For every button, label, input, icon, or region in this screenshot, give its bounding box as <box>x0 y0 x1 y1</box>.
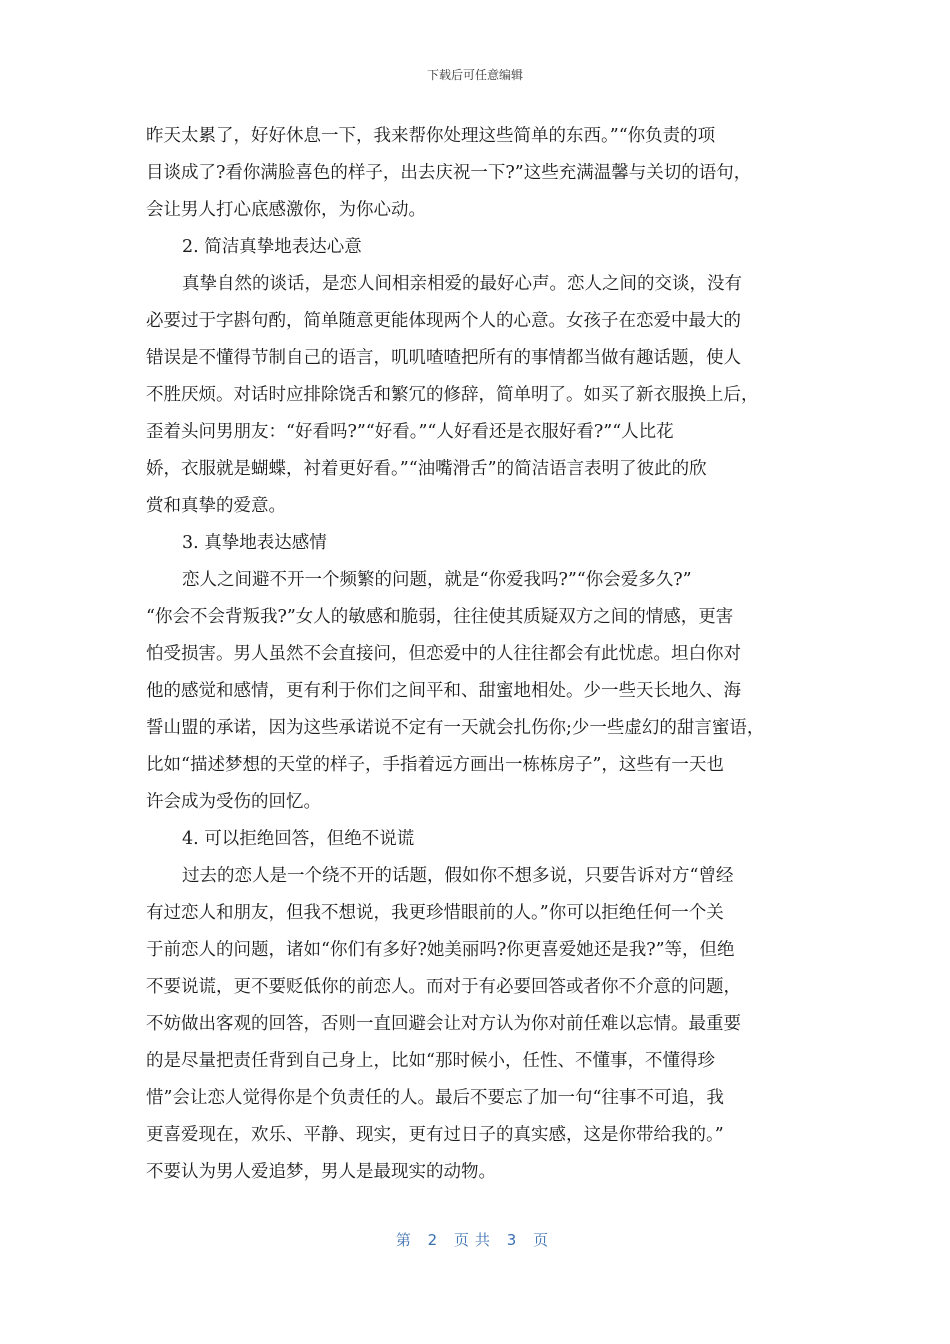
text-line: “你会不会背叛我?”女人的敏感和脆弱，往往使其质疑双方之间的情感，更害 <box>146 607 734 627</box>
text-line: 昨天太累了，好好休息一下，我来帮你处理这些简单的东西。”“你负责的项 <box>146 126 716 146</box>
text-line: 比如“描述梦想的天堂的样子，手指着远方画出一栋栋房子”，这些有一天也 <box>146 755 724 775</box>
text-line: 誓山盟的承诺，因为这些承诺说不定有一天就会扎伤你;少一些虚幻的甜言蜜语， <box>146 718 765 738</box>
text-line: 3. 真挚地表达感情 <box>182 533 327 553</box>
text-line: 赏和真挚的爱意。 <box>146 496 286 516</box>
text-line: 许会成为受伤的回忆。 <box>146 792 321 812</box>
text-line: 歪着头问男朋友：“好看吗?”“好看。”“人好看还是衣服好看?”“人比花 <box>146 422 674 442</box>
text-line: 不胜厌烦。对话时应排除饶舌和繁冗的修辞，简单明了。如买了新衣服换上后， <box>146 385 759 405</box>
text-line: 不妨做出客观的回答，否则一直回避会让对方认为你对前任难以忘情。最重要 <box>146 1014 741 1034</box>
text-line: 他的感觉和感情，更有利于你们之间平和、甜蜜地相处。少一些天长地久、海 <box>146 681 741 701</box>
text-line: 2. 简洁真挚地表达心意 <box>182 237 362 257</box>
text-line: 于前恋人的问题，诸如“你们有多好?她美丽吗?你更喜爱她还是我?”等，但绝 <box>146 940 735 960</box>
text-line: 必要过于字斟句酌，简单随意更能体现两个人的心意。女孩子在恋爱中最大的 <box>146 311 741 331</box>
text-line: 惜”会让恋人觉得你是个负责任的人。最后不要忘了加一句“往事不可追，我 <box>146 1088 724 1108</box>
text-line: 过去的恋人是一个绕不开的话题，假如你不想多说，只要告诉对方“曾经 <box>182 866 734 886</box>
page-footer: 第 2 页共 3 页 <box>395 1231 555 1249</box>
page-header: 下载后可任意编辑 <box>426 68 523 82</box>
text-line: 更喜爱现在，欢乐、平静、现实，更有过日子的真实感，这是你带给我的。” <box>146 1125 724 1145</box>
text-line: 的是尽量把责任背到自己身上，比如“那时候小，任性、不懂事，不懂得珍 <box>146 1051 715 1071</box>
text-line: 怕受损害。男人虽然不会直接问，但恋爱中的人往往都会有此忧虑。坦白你对 <box>146 644 741 664</box>
text-line: 不要认为男人爱追梦，男人是最现实的动物。 <box>146 1162 496 1182</box>
text-line: 真挚自然的谈话，是恋人间相亲相爱的最好心声。恋人之间的交谈，没有 <box>182 274 742 294</box>
text-line: 不要说谎，更不要贬低你的前恋人。而对于有必要回答或者你不介意的问题， <box>146 977 741 997</box>
document-body <box>146 118 816 1191</box>
text-line: 恋人之间避不开一个频繁的问题，就是“你爱我吗?”“你会爱多久?” <box>182 570 692 590</box>
text-line: 目谈成了?看你满脸喜色的样子，出去庆祝一下?”这些充满温馨与关切的语句， <box>146 163 752 183</box>
text-line: 错误是不懂得节制自己的语言，叽叽喳喳把所有的事情都当做有趣话题，使人 <box>146 348 741 368</box>
text-line: 会让男人打心底感激你，为你心动。 <box>146 200 426 220</box>
text-line: 4. 可以拒绝回答，但绝不说谎 <box>182 829 415 849</box>
text-line: 有过恋人和朋友，但我不想说，我更珍惜眼前的人。”你可以拒绝任何一个关 <box>146 903 724 923</box>
text-line: 娇，衣服就是蝴蝶，衬着更好看。”“油嘴滑舌”的简洁语言表明了彼此的欣 <box>146 459 707 479</box>
